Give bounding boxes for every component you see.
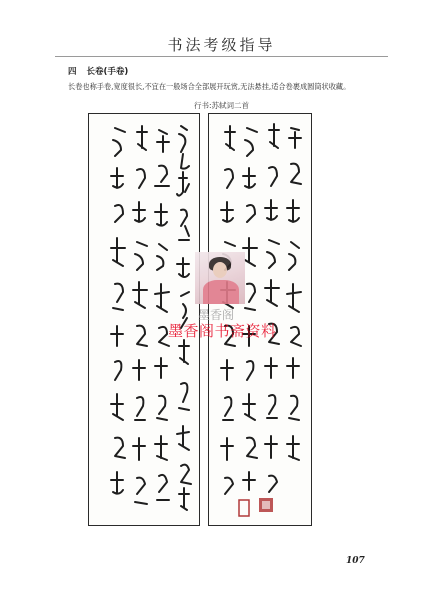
- running-head: 书法考级指导: [167, 36, 276, 54]
- watermark-text-small: 墨香阁: [198, 308, 235, 322]
- section-heading: [68, 65, 128, 77]
- watermark-text-large: 墨香阁书斋资料: [168, 322, 277, 340]
- seal-stamp-rect: [239, 500, 249, 516]
- artwork-caption: 行书:苏轼词二首: [193, 101, 250, 110]
- seal-stamps: [239, 498, 273, 516]
- watermark-photo: [195, 252, 245, 304]
- page-number: 107: [346, 556, 365, 566]
- calligraphy-strokes-left: [89, 114, 199, 524]
- section-number: 四: [68, 67, 77, 77]
- header-rule: [55, 56, 388, 57]
- section-title: 长卷(手卷): [86, 67, 129, 77]
- section-description: 长卷也称手卷,宽度很长,不宜在一般场合全部展开玩赏,无法悬挂,适合卷裹成圆筒状收藏。: [68, 82, 351, 91]
